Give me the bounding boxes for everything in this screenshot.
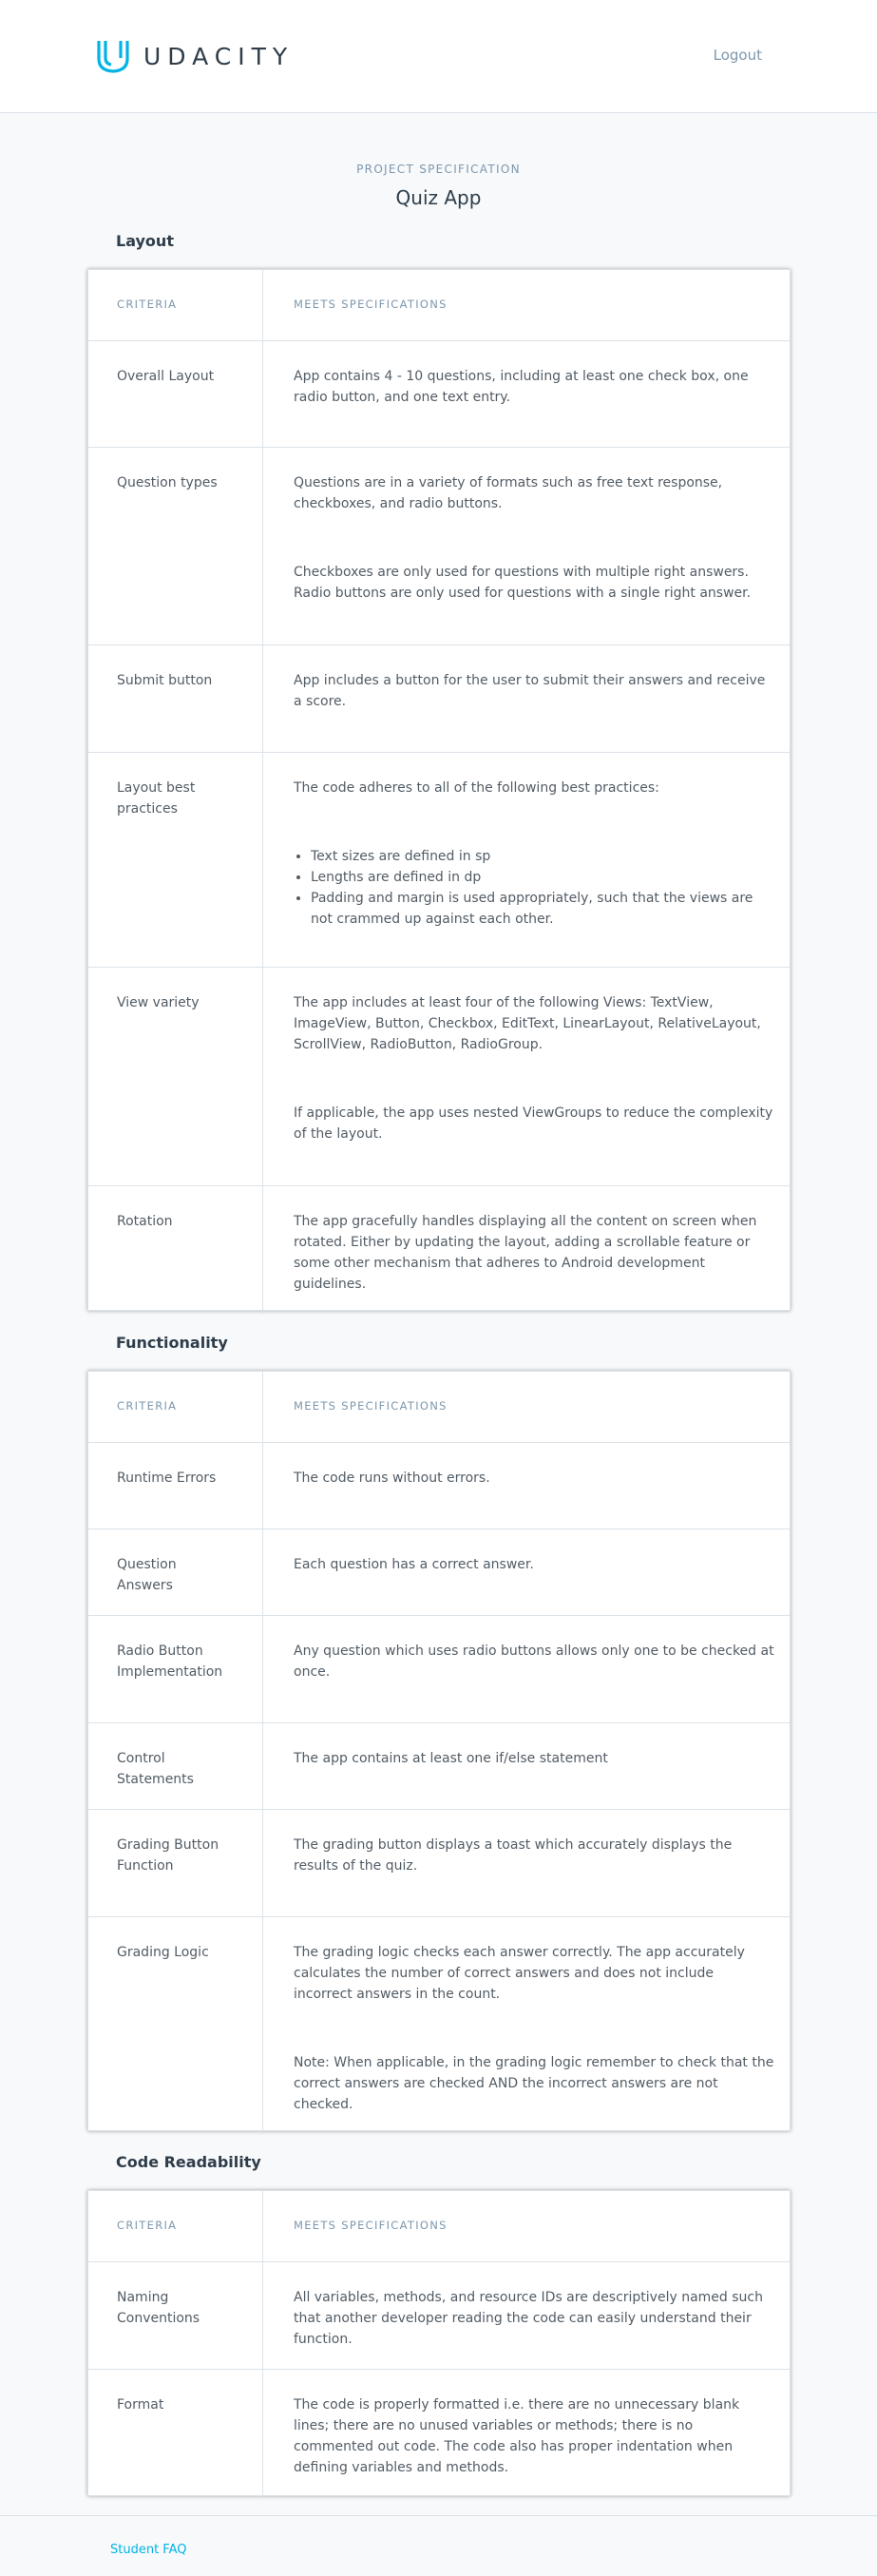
spec-text: Questions are in a variety of formats such as free text response, checkboxes, and radio buttons. — [294, 475, 723, 511]
criteria-cell: Runtime Errors — [88, 1443, 263, 1528]
table-row — [88, 341, 790, 448]
table-row — [88, 2370, 790, 2497]
table-row — [88, 1529, 790, 1616]
table-row — [88, 2262, 790, 2370]
criteria-cell: Layout best practices — [88, 753, 263, 967]
list-item: • Padding and margin is used appropriately, such that the views are not crammed up against each other. — [311, 888, 776, 930]
spec-text: The code is properly formatted i.e. there are no unnecessary blank lines; there are no unused variables or methods; there is no commented out code. The code also has proper indentation when defining variables and methods. — [294, 2397, 740, 2475]
spec-cell — [263, 1616, 790, 1722]
criteria-cell: Overall Layout — [88, 341, 263, 447]
udacity-logo-icon — [96, 38, 130, 74]
logout-link[interactable]: Logout — [713, 47, 762, 64]
rubric-table-layout — [87, 269, 791, 1311]
spec-cell — [263, 1810, 790, 1916]
table-row — [88, 1186, 790, 1314]
best-practices-list — [294, 846, 776, 930]
spec-text: The app includes at least four of the following Views: TextView, ImageView, Button, Checkbox, EditText, LinearLayout, RelativeLayout, ScrollView, RadioButton, RadioGroup. — [294, 995, 761, 1052]
spec-text: App includes a button for the user to submit their answers and receive a score. — [294, 673, 766, 709]
spec-text: The app gracefully handles displaying all the content on screen when rotated. Either by updating the layout, adding a scrollable feature or some other mechanism that adheres to Android development guidelines. — [294, 1214, 757, 1292]
spec-text: The grading button displays a toast which accurately displays the results of the quiz. — [294, 1837, 733, 1874]
criteria-cell: Question types — [88, 448, 263, 644]
table-header-row — [88, 2191, 790, 2262]
spec-text: All variables, methods, and resource IDs are descriptively named such that another developer reading the code can easily understand their function. — [294, 2290, 763, 2347]
specs-header: MEETS SPECIFICATIONS — [294, 1399, 448, 1413]
spec-cell — [263, 2370, 790, 2497]
spec-cell — [263, 1917, 790, 2134]
table-row — [88, 1616, 790, 1723]
spec-text: Any question which uses radio buttons allows only one to be checked at once. — [294, 1644, 774, 1680]
criteria-header: CRITERIA — [117, 298, 178, 311]
rubric-table-code-readability — [87, 2190, 791, 2496]
site-header — [0, 0, 877, 113]
table-row — [88, 1810, 790, 1917]
site-footer — [0, 2515, 877, 2576]
section-title-layout: Layout — [116, 232, 174, 250]
spec-text: Note: When applicable, in the grading logic remember to check that the correct answers are checked AND the incorrect answers are not checked. — [294, 2055, 774, 2112]
spec-text: The grading logic checks each answer correctly. The app accurately calculates the number of correct answers and does not include incorrect answers in the count. — [294, 1945, 745, 2002]
spec-cell — [263, 1723, 790, 1809]
criteria-cell: Control Statements — [88, 1723, 263, 1809]
spec-cell — [263, 2262, 790, 2369]
list-item: • Lengths are defined in dp — [311, 867, 776, 888]
criteria-cell: Question Answers — [88, 1529, 263, 1615]
spec-cell — [263, 1443, 790, 1528]
spec-text: App contains 4 - 10 questions, including at least one check box, one radio button, and one text entry. — [294, 369, 749, 405]
spec-cell — [263, 1529, 790, 1615]
spec-text: The code adheres to all of the following best practices: — [294, 780, 659, 796]
logo-wordmark: UDACITY — [143, 42, 295, 70]
spec-cell — [263, 645, 790, 752]
spec-text: The code runs without errors. — [294, 1471, 490, 1486]
spec-cell — [263, 753, 790, 967]
page-title: Quiz App — [395, 186, 482, 209]
table-row — [88, 968, 790, 1186]
criteria-cell: Naming Conventions — [88, 2262, 263, 2369]
spec-text: The app contains at least one if/else statement — [294, 1751, 608, 1766]
table-header-row — [88, 1372, 790, 1443]
spec-cell — [263, 1186, 790, 1314]
table-row — [88, 1917, 790, 2134]
rubric-table-functionality — [87, 1371, 791, 2131]
specs-header: MEETS SPECIFICATIONS — [294, 298, 448, 311]
table-row — [88, 448, 790, 645]
spec-text: Each question has a correct answer. — [294, 1557, 534, 1572]
spec-text: If applicable, the app uses nested ViewGroups to reduce the complexity of the layout. — [294, 1105, 773, 1142]
section-title-code-readability: Code Readability — [116, 2153, 261, 2171]
criteria-cell: Grading Logic — [88, 1917, 263, 2134]
page-eyebrow: PROJECT SPECIFICATION — [356, 163, 521, 176]
spec-cell — [263, 968, 790, 1185]
table-row — [88, 1723, 790, 1810]
criteria-cell: Rotation — [88, 1186, 263, 1314]
student-faq-link[interactable]: Student FAQ — [110, 2543, 187, 2557]
list-item: • Text sizes are defined in sp — [311, 846, 776, 867]
udacity-logo[interactable] — [96, 38, 294, 74]
table-header-row — [88, 270, 790, 341]
criteria-cell: Format — [88, 2370, 263, 2497]
section-title-functionality: Functionality — [116, 1334, 228, 1352]
criteria-cell: Grading Button Function — [88, 1810, 263, 1916]
spec-text: Checkboxes are only used for questions with multiple right answers. Radio buttons are only used for questions with a single right answer. — [294, 565, 752, 601]
specs-header: MEETS SPECIFICATIONS — [294, 2219, 448, 2232]
table-row — [88, 645, 790, 753]
criteria-cell: View variety — [88, 968, 263, 1185]
criteria-header: CRITERIA — [117, 1399, 178, 1413]
criteria-cell: Radio Button Implementation — [88, 1616, 263, 1722]
table-row — [88, 753, 790, 968]
criteria-cell: Submit button — [88, 645, 263, 752]
spec-cell — [263, 341, 790, 447]
table-row — [88, 1443, 790, 1529]
criteria-header: CRITERIA — [117, 2219, 178, 2232]
spec-cell — [263, 448, 790, 644]
